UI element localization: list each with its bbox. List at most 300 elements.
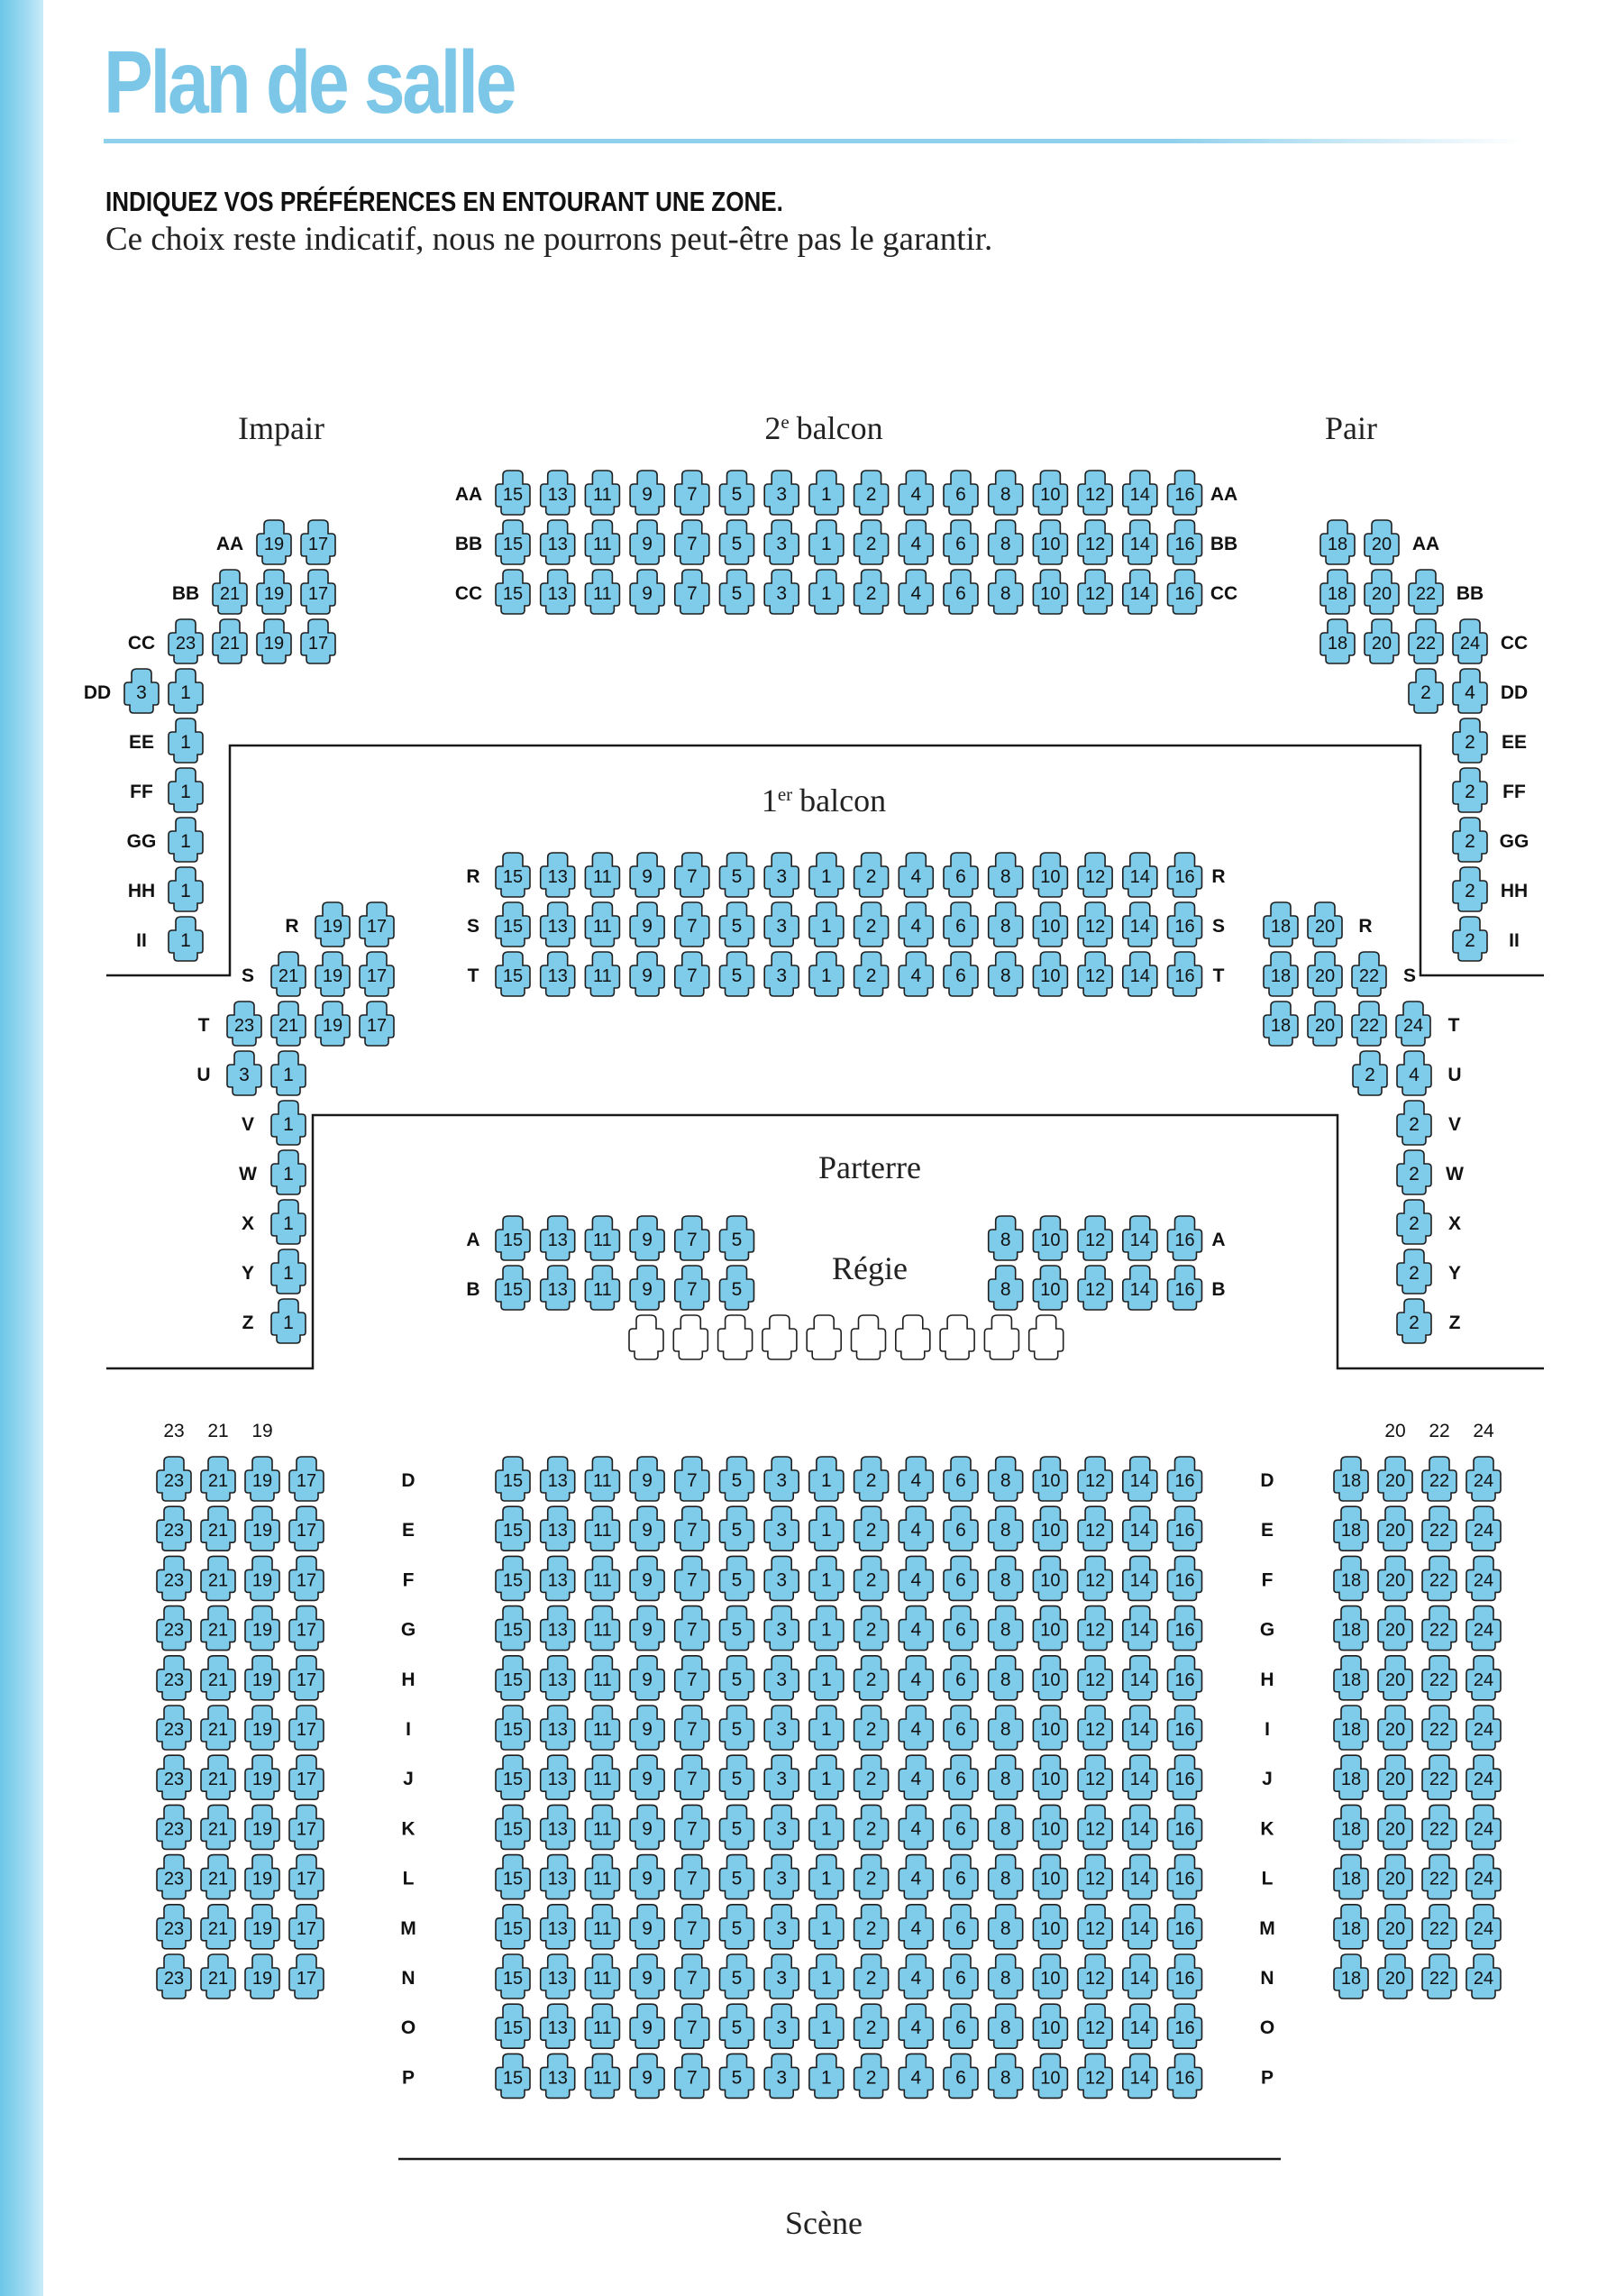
seat-balcon1-impair-U[interactable]: [271, 1051, 306, 1095]
seat-balcon2-CC[interactable]: [989, 570, 1023, 614]
seat-balcon2-impair-II[interactable]: [169, 917, 203, 961]
seat-orchestre-J[interactable]: [899, 1755, 933, 1799]
seat-orchestre-impair-L[interactable]: [289, 1855, 324, 1899]
seat-balcon1-impair-Y[interactable]: [271, 1249, 306, 1294]
seat-orchestre-I[interactable]: [854, 1706, 889, 1750]
seat-balcon1-S[interactable]: [630, 902, 664, 947]
seat-balcon2-impair-AA[interactable]: [301, 520, 335, 564]
seat-orchestre-K[interactable]: [944, 1805, 978, 1849]
seat-orchestre-O[interactable]: [630, 2004, 664, 2048]
seat-orchestre-G[interactable]: [1033, 1606, 1067, 1651]
seat-orchestre-E[interactable]: [989, 1506, 1023, 1550]
seat-balcon2-CC[interactable]: [809, 570, 844, 614]
seat-orchestre-E[interactable]: [1123, 1506, 1157, 1550]
seat-orchestre-pair-I[interactable]: [1334, 1706, 1368, 1750]
seat-orchestre-M[interactable]: [899, 1905, 933, 1949]
seat-balcon2-impair-BB[interactable]: [257, 570, 291, 614]
seat-orchestre-P[interactable]: [1078, 2054, 1112, 2098]
seat-orchestre-K[interactable]: [1033, 1805, 1067, 1849]
seat-balcon1-pair-U[interactable]: [1353, 1051, 1387, 1095]
seat-balcon1-pair-T[interactable]: [1396, 1002, 1430, 1046]
seat-orchestre-pair-K[interactable]: [1466, 1805, 1501, 1849]
seat-orchestre-N[interactable]: [496, 1954, 530, 1999]
seat-orchestre-M[interactable]: [1168, 1905, 1202, 1949]
seat-orchestre-J[interactable]: [496, 1755, 530, 1799]
seat-orchestre-pair-M[interactable]: [1466, 1905, 1501, 1949]
seat-balcon2-CC[interactable]: [1123, 570, 1157, 614]
seat-orchestre-H[interactable]: [1078, 1656, 1112, 1700]
seat-orchestre-P[interactable]: [854, 2054, 889, 2098]
seat-orchestre-F[interactable]: [630, 1556, 664, 1600]
seat-orchestre-impair-F[interactable]: [157, 1556, 191, 1600]
seat-balcon2-AA[interactable]: [630, 471, 664, 515]
seat-orchestre-D[interactable]: [541, 1457, 575, 1501]
seat-orchestre-I[interactable]: [1078, 1706, 1112, 1750]
seat-balcon2-CC[interactable]: [1168, 570, 1202, 614]
seat-orchestre-N[interactable]: [1033, 1954, 1067, 1999]
seat-balcon1-impair-U[interactable]: [227, 1051, 261, 1095]
seat-parterre-A[interactable]: [1078, 1216, 1112, 1260]
seat-orchestre-G[interactable]: [675, 1606, 709, 1651]
seat-orchestre-E[interactable]: [1168, 1506, 1202, 1550]
seat-balcon1-S[interactable]: [854, 902, 889, 947]
seat-balcon1-R[interactable]: [630, 853, 664, 897]
seat-orchestre-K[interactable]: [630, 1805, 664, 1849]
seat-orchestre-N[interactable]: [764, 1954, 799, 1999]
seat-orchestre-I[interactable]: [989, 1706, 1023, 1750]
seat-orchestre-impair-J[interactable]: [289, 1755, 324, 1799]
seat-balcon2-pair-BB[interactable]: [1320, 570, 1355, 614]
seat-orchestre-E[interactable]: [764, 1506, 799, 1550]
seat-balcon1-T[interactable]: [1078, 952, 1112, 996]
seat-orchestre-I[interactable]: [585, 1706, 619, 1750]
seat-orchestre-L[interactable]: [1033, 1855, 1067, 1899]
seat-orchestre-L[interactable]: [585, 1855, 619, 1899]
seat-orchestre-J[interactable]: [541, 1755, 575, 1799]
seat-balcon2-AA[interactable]: [1168, 471, 1202, 515]
seat-orchestre-G[interactable]: [720, 1606, 754, 1651]
seat-orchestre-M[interactable]: [720, 1905, 754, 1949]
seat-orchestre-pair-E[interactable]: [1466, 1506, 1501, 1550]
seat-orchestre-pair-F[interactable]: [1378, 1556, 1412, 1600]
seat-orchestre-pair-I[interactable]: [1466, 1706, 1501, 1750]
seat-balcon1-R[interactable]: [675, 853, 709, 897]
seat-orchestre-impair-I[interactable]: [245, 1706, 279, 1750]
seat-orchestre-F[interactable]: [496, 1556, 530, 1600]
seat-orchestre-I[interactable]: [720, 1706, 754, 1750]
seat-orchestre-D[interactable]: [899, 1457, 933, 1501]
seat-balcon1-T[interactable]: [720, 952, 754, 996]
seat-balcon2-CC[interactable]: [630, 570, 664, 614]
seat-orchestre-D[interactable]: [585, 1457, 619, 1501]
seat-orchestre-pair-G[interactable]: [1378, 1606, 1412, 1651]
seat-orchestre-F[interactable]: [720, 1556, 754, 1600]
seat-orchestre-impair-L[interactable]: [201, 1855, 235, 1899]
seat-orchestre-G[interactable]: [944, 1606, 978, 1651]
seat-orchestre-P[interactable]: [1033, 2054, 1067, 2098]
seat-parterre-B[interactable]: [541, 1266, 575, 1310]
seat-orchestre-F[interactable]: [675, 1556, 709, 1600]
seat-orchestre-E[interactable]: [496, 1506, 530, 1550]
seat-balcon2-impair-CC[interactable]: [169, 619, 203, 663]
seat-balcon2-CC[interactable]: [675, 570, 709, 614]
seat-orchestre-H[interactable]: [1033, 1656, 1067, 1700]
seat-orchestre-F[interactable]: [899, 1556, 933, 1600]
seat-balcon2-AA[interactable]: [496, 471, 530, 515]
seat-balcon1-impair-T[interactable]: [227, 1002, 261, 1046]
seat-orchestre-H[interactable]: [764, 1656, 799, 1700]
seat-orchestre-N[interactable]: [630, 1954, 664, 1999]
seat-orchestre-O[interactable]: [989, 2004, 1023, 2048]
seat-orchestre-H[interactable]: [899, 1656, 933, 1700]
seat-orchestre-pair-L[interactable]: [1466, 1855, 1501, 1899]
seat-orchestre-P[interactable]: [720, 2054, 754, 2098]
seat-balcon2-CC[interactable]: [899, 570, 933, 614]
seat-balcon2-pair-AA[interactable]: [1365, 520, 1399, 564]
seat-balcon1-R[interactable]: [720, 853, 754, 897]
seat-parterre-A[interactable]: [720, 1216, 754, 1260]
seat-orchestre-F[interactable]: [1123, 1556, 1157, 1600]
seat-orchestre-impair-H[interactable]: [157, 1656, 191, 1700]
seat-balcon1-impair-R[interactable]: [315, 902, 350, 947]
seat-orchestre-M[interactable]: [541, 1905, 575, 1949]
seat-balcon1-R[interactable]: [1033, 853, 1067, 897]
seat-orchestre-G[interactable]: [764, 1606, 799, 1651]
seat-parterre-B[interactable]: [1078, 1266, 1112, 1310]
seat-orchestre-M[interactable]: [496, 1905, 530, 1949]
seat-balcon2-BB[interactable]: [1078, 520, 1112, 564]
seat-balcon2-CC[interactable]: [1033, 570, 1067, 614]
seat-orchestre-E[interactable]: [809, 1506, 844, 1550]
seat-balcon1-T[interactable]: [496, 952, 530, 996]
seat-orchestre-I[interactable]: [1033, 1706, 1067, 1750]
seat-orchestre-F[interactable]: [1168, 1556, 1202, 1600]
seat-orchestre-H[interactable]: [496, 1656, 530, 1700]
seat-orchestre-pair-F[interactable]: [1334, 1556, 1368, 1600]
seat-orchestre-K[interactable]: [675, 1805, 709, 1849]
seat-balcon2-AA[interactable]: [989, 471, 1023, 515]
seat-orchestre-I[interactable]: [899, 1706, 933, 1750]
regie-seat[interactable]: [807, 1315, 841, 1359]
seat-orchestre-G[interactable]: [541, 1606, 575, 1651]
seat-orchestre-impair-F[interactable]: [201, 1556, 235, 1600]
seat-balcon2-impair-CC[interactable]: [257, 619, 291, 663]
seat-orchestre-O[interactable]: [764, 2004, 799, 2048]
seat-orchestre-I[interactable]: [630, 1706, 664, 1750]
seat-balcon2-CC[interactable]: [585, 570, 619, 614]
seat-parterre-B[interactable]: [1033, 1266, 1067, 1310]
seat-balcon1-impair-W[interactable]: [271, 1150, 306, 1194]
seat-balcon2-CC[interactable]: [720, 570, 754, 614]
seat-balcon2-impair-HH[interactable]: [169, 867, 203, 911]
seat-orchestre-D[interactable]: [630, 1457, 664, 1501]
seat-orchestre-M[interactable]: [585, 1905, 619, 1949]
seat-orchestre-L[interactable]: [720, 1855, 754, 1899]
seat-orchestre-J[interactable]: [630, 1755, 664, 1799]
seat-orchestre-J[interactable]: [764, 1755, 799, 1799]
seat-balcon2-BB[interactable]: [720, 520, 754, 564]
seat-balcon2-AA[interactable]: [1123, 471, 1157, 515]
seat-parterre-B[interactable]: [630, 1266, 664, 1310]
seat-balcon1-T[interactable]: [764, 952, 799, 996]
seat-orchestre-O[interactable]: [854, 2004, 889, 2048]
seat-balcon1-impair-T[interactable]: [271, 1002, 306, 1046]
seat-orchestre-I[interactable]: [1123, 1706, 1157, 1750]
seat-balcon2-AA[interactable]: [854, 471, 889, 515]
seat-orchestre-pair-N[interactable]: [1422, 1954, 1456, 1999]
regie-seat[interactable]: [940, 1315, 974, 1359]
seat-orchestre-L[interactable]: [764, 1855, 799, 1899]
seat-orchestre-P[interactable]: [944, 2054, 978, 2098]
seat-orchestre-impair-M[interactable]: [289, 1905, 324, 1949]
seat-orchestre-F[interactable]: [585, 1556, 619, 1600]
seat-orchestre-pair-H[interactable]: [1334, 1656, 1368, 1700]
seat-balcon2-pair-CC[interactable]: [1365, 619, 1399, 663]
seat-balcon2-BB[interactable]: [1033, 520, 1067, 564]
seat-orchestre-O[interactable]: [720, 2004, 754, 2048]
seat-orchestre-impair-M[interactable]: [201, 1905, 235, 1949]
seat-balcon2-AA[interactable]: [944, 471, 978, 515]
seat-balcon1-S[interactable]: [764, 902, 799, 947]
seat-balcon2-BB[interactable]: [1168, 520, 1202, 564]
seat-orchestre-pair-M[interactable]: [1422, 1905, 1456, 1949]
seat-orchestre-pair-N[interactable]: [1334, 1954, 1368, 1999]
seat-orchestre-M[interactable]: [989, 1905, 1023, 1949]
seat-orchestre-D[interactable]: [496, 1457, 530, 1501]
seat-orchestre-impair-J[interactable]: [157, 1755, 191, 1799]
seat-balcon2-impair-FF[interactable]: [169, 768, 203, 812]
seat-orchestre-impair-G[interactable]: [201, 1606, 235, 1651]
seat-balcon2-AA[interactable]: [720, 471, 754, 515]
seat-balcon1-R[interactable]: [1078, 853, 1112, 897]
seat-balcon1-S[interactable]: [989, 902, 1023, 947]
seat-orchestre-L[interactable]: [854, 1855, 889, 1899]
seat-balcon1-impair-S[interactable]: [315, 952, 350, 996]
seat-parterre-B[interactable]: [675, 1266, 709, 1310]
seat-balcon1-S[interactable]: [720, 902, 754, 947]
seat-orchestre-K[interactable]: [720, 1805, 754, 1849]
seat-balcon2-AA[interactable]: [1033, 471, 1067, 515]
seat-balcon1-R[interactable]: [989, 853, 1023, 897]
seat-balcon2-AA[interactable]: [809, 471, 844, 515]
seat-balcon1-T[interactable]: [1168, 952, 1202, 996]
seat-balcon2-pair-DD[interactable]: [1409, 669, 1443, 713]
seat-orchestre-impair-D[interactable]: [289, 1457, 324, 1501]
seat-orchestre-J[interactable]: [1168, 1755, 1202, 1799]
seat-orchestre-impair-E[interactable]: [245, 1506, 279, 1550]
seat-balcon1-R[interactable]: [764, 853, 799, 897]
seat-balcon2-AA[interactable]: [541, 471, 575, 515]
seat-balcon1-T[interactable]: [989, 952, 1023, 996]
seat-orchestre-pair-N[interactable]: [1466, 1954, 1501, 1999]
seat-balcon2-BB[interactable]: [944, 520, 978, 564]
seat-parterre-A[interactable]: [585, 1216, 619, 1260]
seat-orchestre-N[interactable]: [1168, 1954, 1202, 1999]
seat-orchestre-H[interactable]: [809, 1656, 844, 1700]
seat-balcon2-AA[interactable]: [764, 471, 799, 515]
seat-orchestre-impair-N[interactable]: [201, 1954, 235, 1999]
seat-balcon1-S[interactable]: [944, 902, 978, 947]
seat-orchestre-J[interactable]: [944, 1755, 978, 1799]
seat-balcon1-pair-R[interactable]: [1308, 902, 1342, 947]
seat-orchestre-D[interactable]: [1168, 1457, 1202, 1501]
seat-balcon2-BB[interactable]: [541, 520, 575, 564]
regie-seat[interactable]: [984, 1315, 1018, 1359]
seat-orchestre-D[interactable]: [854, 1457, 889, 1501]
seat-orchestre-pair-N[interactable]: [1378, 1954, 1412, 1999]
seat-orchestre-E[interactable]: [675, 1506, 709, 1550]
seat-balcon2-impair-AA[interactable]: [257, 520, 291, 564]
seat-orchestre-impair-K[interactable]: [289, 1805, 324, 1849]
seat-balcon2-pair-BB[interactable]: [1409, 570, 1443, 614]
seat-orchestre-O[interactable]: [809, 2004, 844, 2048]
seat-balcon2-BB[interactable]: [496, 520, 530, 564]
seat-orchestre-pair-G[interactable]: [1334, 1606, 1368, 1651]
seat-orchestre-impair-I[interactable]: [289, 1706, 324, 1750]
seat-balcon2-BB[interactable]: [764, 520, 799, 564]
seat-balcon1-impair-Z[interactable]: [271, 1299, 306, 1343]
seat-orchestre-pair-G[interactable]: [1466, 1606, 1501, 1651]
seat-orchestre-P[interactable]: [764, 2054, 799, 2098]
seat-orchestre-N[interactable]: [854, 1954, 889, 1999]
seat-balcon1-R[interactable]: [541, 853, 575, 897]
seat-orchestre-M[interactable]: [675, 1905, 709, 1949]
seat-orchestre-G[interactable]: [1078, 1606, 1112, 1651]
seat-orchestre-pair-I[interactable]: [1422, 1706, 1456, 1750]
seat-balcon1-R[interactable]: [899, 853, 933, 897]
seat-orchestre-G[interactable]: [989, 1606, 1023, 1651]
seat-balcon2-AA[interactable]: [585, 471, 619, 515]
seat-orchestre-impair-N[interactable]: [289, 1954, 324, 1999]
seat-orchestre-O[interactable]: [1033, 2004, 1067, 2048]
seat-orchestre-K[interactable]: [1123, 1805, 1157, 1849]
seat-orchestre-P[interactable]: [541, 2054, 575, 2098]
seat-balcon2-pair-AA[interactable]: [1320, 520, 1355, 564]
seat-balcon2-pair-EE[interactable]: [1453, 718, 1487, 763]
seat-orchestre-L[interactable]: [989, 1855, 1023, 1899]
seat-orchestre-impair-F[interactable]: [289, 1556, 324, 1600]
seat-balcon1-R[interactable]: [1168, 853, 1202, 897]
seat-balcon1-R[interactable]: [944, 853, 978, 897]
seat-orchestre-I[interactable]: [675, 1706, 709, 1750]
seat-balcon2-impair-BB[interactable]: [301, 570, 335, 614]
seat-orchestre-D[interactable]: [1033, 1457, 1067, 1501]
seat-orchestre-G[interactable]: [809, 1606, 844, 1651]
seat-balcon1-S[interactable]: [1078, 902, 1112, 947]
seat-balcon2-pair-FF[interactable]: [1453, 768, 1487, 812]
seat-balcon1-impair-V[interactable]: [271, 1101, 306, 1145]
seat-parterre-A[interactable]: [675, 1216, 709, 1260]
seat-orchestre-pair-E[interactable]: [1334, 1506, 1368, 1550]
seat-balcon1-pair-T[interactable]: [1264, 1002, 1298, 1046]
seat-orchestre-D[interactable]: [1123, 1457, 1157, 1501]
seat-balcon1-impair-T[interactable]: [315, 1002, 350, 1046]
seat-orchestre-D[interactable]: [720, 1457, 754, 1501]
seat-orchestre-P[interactable]: [630, 2054, 664, 2098]
seat-orchestre-M[interactable]: [1033, 1905, 1067, 1949]
regie-seat[interactable]: [718, 1315, 753, 1359]
seat-orchestre-O[interactable]: [944, 2004, 978, 2048]
seat-orchestre-N[interactable]: [989, 1954, 1023, 1999]
seat-orchestre-P[interactable]: [1123, 2054, 1157, 2098]
seat-orchestre-I[interactable]: [809, 1706, 844, 1750]
seat-orchestre-pair-J[interactable]: [1378, 1755, 1412, 1799]
seat-orchestre-F[interactable]: [1033, 1556, 1067, 1600]
seat-orchestre-K[interactable]: [1168, 1805, 1202, 1849]
seat-orchestre-impair-G[interactable]: [245, 1606, 279, 1651]
seat-balcon2-impair-EE[interactable]: [169, 718, 203, 763]
seat-orchestre-J[interactable]: [1033, 1755, 1067, 1799]
seat-orchestre-impair-H[interactable]: [289, 1656, 324, 1700]
seat-orchestre-H[interactable]: [630, 1656, 664, 1700]
seat-orchestre-M[interactable]: [1078, 1905, 1112, 1949]
seat-orchestre-F[interactable]: [1078, 1556, 1112, 1600]
seat-balcon1-R[interactable]: [496, 853, 530, 897]
seat-orchestre-I[interactable]: [764, 1706, 799, 1750]
seat-orchestre-N[interactable]: [809, 1954, 844, 1999]
seat-orchestre-impair-L[interactable]: [245, 1855, 279, 1899]
seat-balcon1-T[interactable]: [630, 952, 664, 996]
seat-orchestre-N[interactable]: [1123, 1954, 1157, 1999]
seat-parterre-B[interactable]: [720, 1266, 754, 1310]
seat-balcon1-S[interactable]: [899, 902, 933, 947]
seat-orchestre-O[interactable]: [899, 2004, 933, 2048]
seat-balcon2-CC[interactable]: [541, 570, 575, 614]
seat-orchestre-pair-K[interactable]: [1422, 1805, 1456, 1849]
seat-orchestre-K[interactable]: [585, 1805, 619, 1849]
seat-orchestre-L[interactable]: [1078, 1855, 1112, 1899]
seat-orchestre-impair-H[interactable]: [201, 1656, 235, 1700]
seat-parterre-A[interactable]: [1123, 1216, 1157, 1260]
seat-balcon1-pair-W[interactable]: [1397, 1150, 1431, 1194]
seat-orchestre-J[interactable]: [585, 1755, 619, 1799]
seat-orchestre-K[interactable]: [764, 1805, 799, 1849]
seat-orchestre-D[interactable]: [809, 1457, 844, 1501]
seat-balcon1-S[interactable]: [1168, 902, 1202, 947]
seat-orchestre-H[interactable]: [854, 1656, 889, 1700]
seat-parterre-A[interactable]: [989, 1216, 1023, 1260]
seat-parterre-B[interactable]: [989, 1266, 1023, 1310]
seat-balcon2-CC[interactable]: [496, 570, 530, 614]
seat-balcon1-T[interactable]: [585, 952, 619, 996]
seat-orchestre-O[interactable]: [541, 2004, 575, 2048]
seat-orchestre-D[interactable]: [989, 1457, 1023, 1501]
seat-orchestre-pair-D[interactable]: [1422, 1457, 1456, 1501]
seat-balcon2-BB[interactable]: [585, 520, 619, 564]
seat-orchestre-E[interactable]: [854, 1506, 889, 1550]
seat-orchestre-L[interactable]: [675, 1855, 709, 1899]
seat-orchestre-J[interactable]: [854, 1755, 889, 1799]
seat-orchestre-impair-K[interactable]: [157, 1805, 191, 1849]
seat-parterre-B[interactable]: [1168, 1266, 1202, 1310]
seat-orchestre-pair-I[interactable]: [1378, 1706, 1412, 1750]
seat-balcon2-impair-DD[interactable]: [169, 669, 203, 713]
seat-orchestre-I[interactable]: [541, 1706, 575, 1750]
seat-orchestre-D[interactable]: [675, 1457, 709, 1501]
seat-orchestre-K[interactable]: [809, 1805, 844, 1849]
seat-orchestre-pair-L[interactable]: [1378, 1855, 1412, 1899]
seat-orchestre-M[interactable]: [630, 1905, 664, 1949]
seat-balcon2-CC[interactable]: [764, 570, 799, 614]
seat-balcon1-pair-X[interactable]: [1397, 1200, 1431, 1244]
seat-orchestre-D[interactable]: [764, 1457, 799, 1501]
seat-orchestre-N[interactable]: [585, 1954, 619, 1999]
seat-balcon1-pair-S[interactable]: [1352, 952, 1386, 996]
seat-balcon1-impair-S[interactable]: [271, 952, 306, 996]
seat-orchestre-L[interactable]: [944, 1855, 978, 1899]
seat-balcon1-pair-Z[interactable]: [1397, 1299, 1431, 1343]
seat-orchestre-F[interactable]: [809, 1556, 844, 1600]
